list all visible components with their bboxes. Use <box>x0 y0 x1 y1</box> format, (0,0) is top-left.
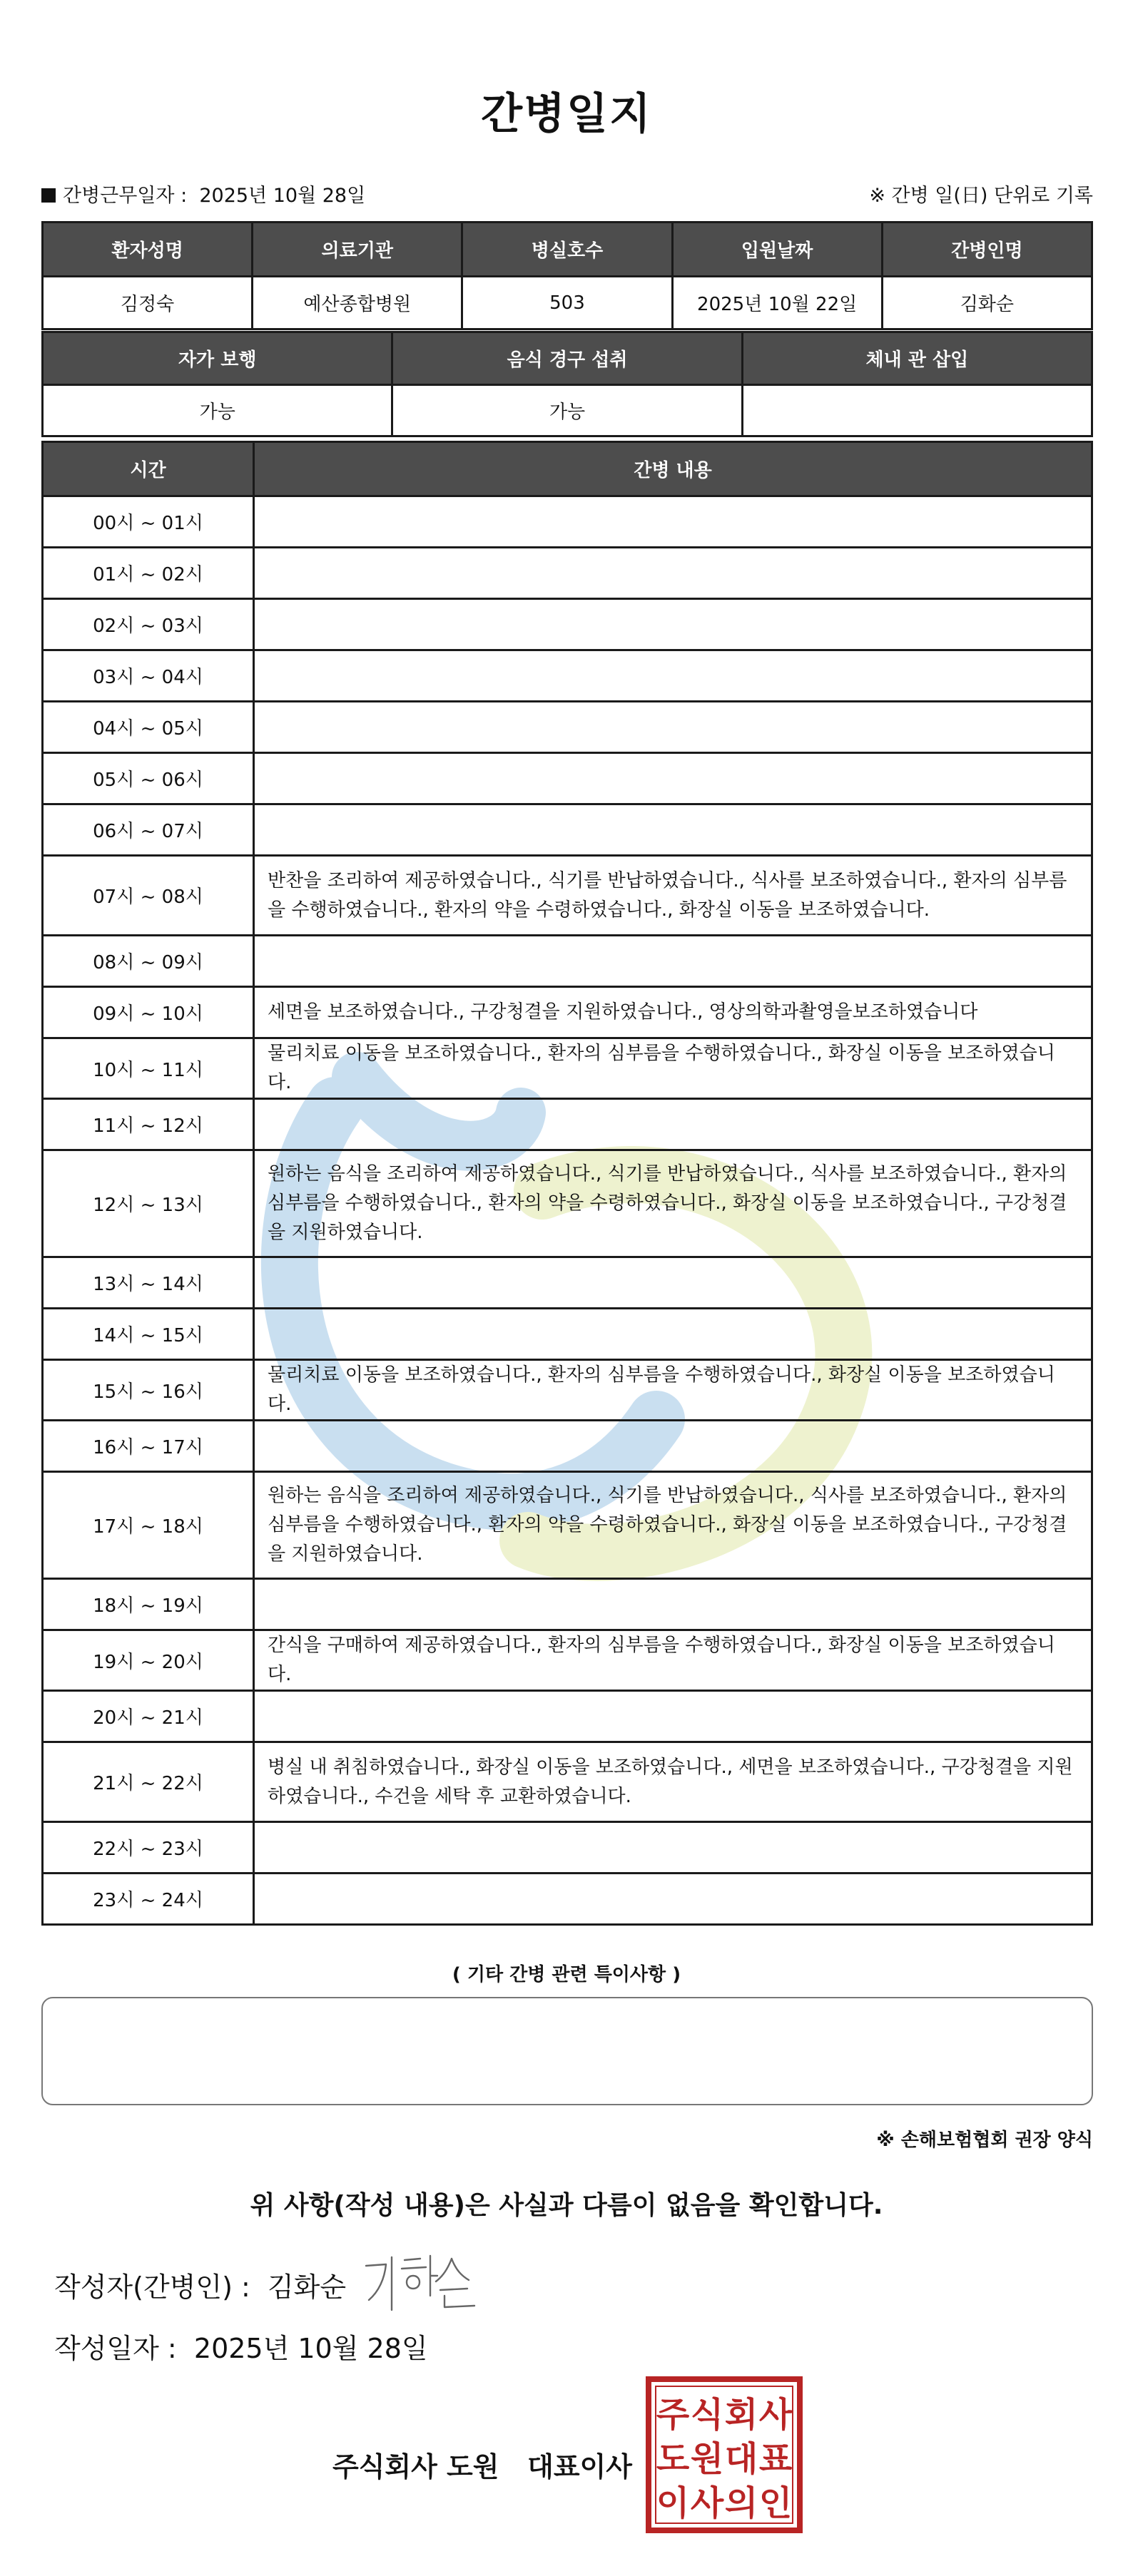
log-content <box>254 1822 1092 1874</box>
log-time: 23시 ~ 24시 <box>43 1874 254 1925</box>
log-time: 05시 ~ 06시 <box>43 753 254 804</box>
ability-header-row <box>43 332 1092 385</box>
log-row <box>43 548 1092 599</box>
log-time: 19시 ~ 20시 <box>43 1630 254 1691</box>
log-time: 06시 ~ 07시 <box>43 804 254 856</box>
written-date-value: 2025년 10월 28일 <box>193 2333 428 2364</box>
writer-name: 김화순 <box>267 2271 347 2303</box>
log-time: 21시 ~ 22시 <box>43 1742 254 1822</box>
log-time: 13시 ~ 14시 <box>43 1257 254 1309</box>
log-content <box>254 804 1092 856</box>
log-content <box>254 548 1092 599</box>
log-content <box>254 1579 1092 1630</box>
seal-char: 원 <box>690 2439 724 2479</box>
log-time: 01시 ~ 02시 <box>43 548 254 599</box>
notes-title: ( 기타 간병 관련 특이사항 ) <box>452 1964 681 1985</box>
log-row <box>43 1579 1092 1630</box>
admission-date: 2025년 10월 22일 <box>672 277 882 329</box>
log-row <box>43 1038 1092 1099</box>
seal-char: 인 <box>758 2483 793 2523</box>
square-bullet-icon <box>41 188 56 203</box>
log-row <box>43 599 1092 650</box>
company-seal <box>644 2375 804 2535</box>
meta-row <box>41 180 1093 208</box>
log-row <box>43 1472 1092 1579</box>
header-time: 시간 <box>43 442 254 496</box>
seal-char: 의 <box>724 2483 758 2523</box>
log-content <box>254 702 1092 753</box>
log-time: 11시 ~ 12시 <box>43 1099 254 1150</box>
seal-char: 도 <box>656 2439 690 2479</box>
written-date-row <box>54 2326 428 2366</box>
log-content: 원하는 음식을 조리하여 제공하였습니다., 식기를 반납하였습니다., 식사를 보조하였습니다., 환자의 심부름을 수행하였습니다., 환자의 약을 수령하였습니다., 화장실 이동을 보조하였습니다., 구강청결을 지원하였습니다. <box>254 1150 1092 1257</box>
patient-name: 김정숙 <box>43 277 253 329</box>
header-self-walking: 자가 보행 <box>43 332 392 385</box>
log-content: 간식을 구매하여 제공하였습니다., 환자의 심부름을 수행하였습니다., 화장실 이동을 보조하였습니다. <box>254 1630 1092 1691</box>
seal-characters <box>656 2395 793 2523</box>
log-content <box>254 599 1092 650</box>
patient-ability-table <box>41 331 1093 437</box>
log-content <box>254 1874 1092 1925</box>
seal-char: 이 <box>656 2483 690 2523</box>
log-row <box>43 1742 1092 1822</box>
log-content <box>254 1309 1092 1360</box>
log-header-row <box>43 442 1092 496</box>
log-content: 물리치료 이동을 보조하였습니다., 환자의 심부름을 수행하였습니다., 화장실 이동을 보조하였습니다. <box>254 1038 1092 1099</box>
patient-header-row <box>43 223 1092 277</box>
handwritten-signature <box>360 2250 489 2314</box>
log-time: 09시 ~ 10시 <box>43 987 254 1038</box>
writer-row <box>54 2265 346 2304</box>
log-time: 17시 ~ 18시 <box>43 1472 254 1579</box>
log-row <box>43 1630 1092 1691</box>
log-row <box>43 1150 1092 1257</box>
log-row <box>43 1421 1092 1472</box>
log-row <box>43 1691 1092 1742</box>
company-name: 주식회사 도원 대표이사 <box>332 2451 632 2483</box>
log-content <box>254 1099 1092 1150</box>
log-time: 20시 ~ 21시 <box>43 1691 254 1742</box>
self-walking-value: 가능 <box>43 385 392 436</box>
header-patient-name: 환자성명 <box>43 223 253 277</box>
log-row <box>43 936 1092 987</box>
writer-label: 작성자(간병인) : <box>54 2271 250 2303</box>
log-row <box>43 1360 1092 1421</box>
log-content <box>254 1421 1092 1472</box>
log-content <box>254 1691 1092 1742</box>
log-row <box>43 1099 1092 1150</box>
work-date-value: 2025년 10월 28일 <box>199 185 366 207</box>
log-row <box>43 1309 1092 1360</box>
room-number: 503 <box>462 277 672 329</box>
care-log-table <box>41 441 1093 1926</box>
log-row <box>43 753 1092 804</box>
header-care-content: 간병 내용 <box>254 442 1092 496</box>
log-row <box>43 856 1092 936</box>
seal-char: 표 <box>758 2439 793 2479</box>
log-time: 15시 ~ 16시 <box>43 1360 254 1421</box>
company-representative <box>332 2445 632 2484</box>
care-log-body <box>43 496 1092 1925</box>
log-content <box>254 1257 1092 1309</box>
log-time: 12시 ~ 13시 <box>43 1150 254 1257</box>
log-content: 반찬을 조리하여 제공하였습니다., 식기를 반납하였습니다., 식사를 보조하였습니다., 환자의 심부름을 수행하였습니다., 환자의 약을 수령하였습니다., 화장실 이동을 보조하였습니다. <box>254 856 1092 936</box>
seal-char: 주 <box>656 2395 690 2435</box>
log-time: 14시 ~ 15시 <box>43 1309 254 1360</box>
log-time: 03시 ~ 04시 <box>43 650 254 702</box>
log-content: 원하는 음식을 조리하여 제공하였습니다., 식기를 반납하였습니다., 식사를 보조하였습니다., 환자의 심부름을 수행하였습니다., 환자의 약을 수령하였습니다., 화장실 이동을 보조하였습니다., 구강청결을 지원하였습니다. <box>254 1472 1092 1579</box>
log-time: 00시 ~ 01시 <box>43 496 254 548</box>
work-date <box>41 180 365 208</box>
seal-char: 식 <box>690 2395 724 2435</box>
log-content: 물리치료 이동을 보조하였습니다., 환자의 심부름을 수행하였습니다., 화장실 이동을 보조하였습니다. <box>254 1360 1092 1421</box>
seal-char: 회 <box>724 2395 758 2435</box>
ability-value-row <box>43 385 1092 436</box>
log-row <box>43 496 1092 548</box>
oral-intake-value: 가능 <box>392 385 742 436</box>
log-time: 02시 ~ 03시 <box>43 599 254 650</box>
header-caregiver-name: 간병인명 <box>882 223 1092 277</box>
log-time: 07시 ~ 08시 <box>43 856 254 936</box>
log-time: 08시 ~ 09시 <box>43 936 254 987</box>
tube-insertion-value <box>742 385 1092 436</box>
log-row <box>43 1874 1092 1925</box>
header-admission-date: 입원날짜 <box>672 223 882 277</box>
record-unit-note: ※ 간병 일(日) 단위로 기록 <box>869 185 1093 207</box>
log-row <box>43 1257 1092 1309</box>
header-oral-intake: 음식 경구 섭취 <box>392 332 742 385</box>
log-content <box>254 496 1092 548</box>
log-content <box>254 650 1092 702</box>
log-row <box>43 702 1092 753</box>
log-time: 16시 ~ 17시 <box>43 1421 254 1472</box>
log-time: 10시 ~ 11시 <box>43 1038 254 1099</box>
log-content: 세면을 보조하였습니다., 구강청결을 지원하였습니다., 영상의학과촬영을보조하였습니다 <box>254 987 1092 1038</box>
seal-char: 사 <box>690 2483 724 2523</box>
log-row <box>43 987 1092 1038</box>
log-content: 병실 내 취침하였습니다., 화장실 이동을 보조하였습니다., 세면을 보조하였습니다., 구강청결을 지원하였습니다., 수건을 세탁 후 교환하였습니다. <box>254 1742 1092 1822</box>
log-content <box>254 936 1092 987</box>
log-row <box>43 804 1092 856</box>
log-time: 22시 ~ 23시 <box>43 1822 254 1874</box>
hospital-name: 예산종합병원 <box>253 277 462 329</box>
written-date-label: 작성일자 : <box>54 2333 177 2364</box>
log-time: 18시 ~ 19시 <box>43 1579 254 1630</box>
log-row <box>43 650 1092 702</box>
log-row <box>43 1822 1092 1874</box>
header-room-number: 병실호수 <box>462 223 672 277</box>
form-source-note: ※ 손해보험협회 권장 양식 <box>876 2130 1093 2151</box>
seal-char: 대 <box>724 2439 758 2479</box>
patient-info-table <box>41 221 1093 330</box>
work-date-label: 간병근무일자 : <box>63 185 188 207</box>
header-tube-insertion: 체내 관 삽입 <box>742 332 1092 385</box>
caregiver-name: 김화순 <box>882 277 1092 329</box>
seal-char: 사 <box>758 2395 793 2435</box>
log-time: 04시 ~ 05시 <box>43 702 254 753</box>
patient-value-row <box>43 277 1092 329</box>
notes-box <box>41 1997 1093 2105</box>
header-hospital: 의료기관 <box>253 223 462 277</box>
page-title: 간병일지 <box>481 89 652 139</box>
log-content <box>254 753 1092 804</box>
confirmation-statement: 위 사항(작성 내용)은 사실과 다름이 없음을 확인합니다. <box>250 2191 883 2220</box>
